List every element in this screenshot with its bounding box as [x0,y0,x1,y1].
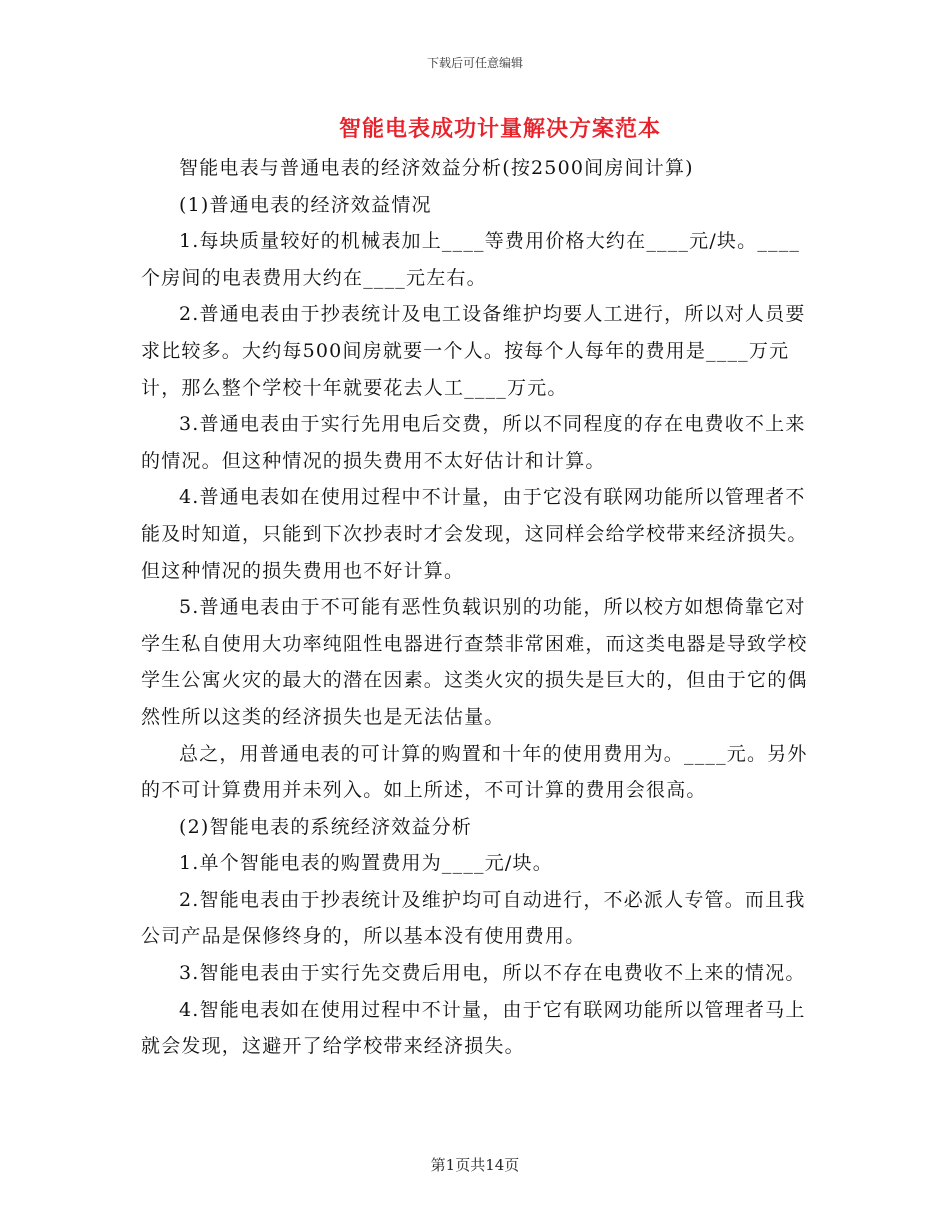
page-number: 第1页共14页 [430,1156,520,1174]
paragraph: 4.普通电表如在使用过程中不计量，由于它没有联网功能所以管理者不能及时知道，只能到下次抄表时才会发现，这同样会给学校带来经济损失。但这种情况的损失费用也不好计算。 [141,486,808,582]
paragraph: 4.智能电表如在使用过程中不计量，由于它有联网功能所以管理者马上就会发现，这避开了给学校带来经济损失。 [141,998,806,1058]
paragraph-intro: 智能电表与普通电表的经济效益分析(按2500间房间计算) [179,157,694,179]
paragraph: 2.普通电表由于抄表统计及电工设备维护均要人工进行，所以对人员要求比较多。大约每500间房就要一个人。按每个人每年的费用是____万元计，那么整个学校十年就要花去人工____万元。 [141,303,806,399]
paragraph: 1.每块质量较好的机械表加上____等费用价格大约在____元/块。____个房间的电表费用大约在____元左右。 [141,230,801,289]
document-title: 智能电表成功计量解决方案范本 [338,116,661,142]
section-heading-2: (2)智能电表的系统经济效益分析 [179,815,473,838]
paragraph-summary: 总之，用普通电表的可计算的购置和十年的使用费用为。____元。另外的不可计算费用并未列入。如上所述，不可计算的费用会很高。 [141,742,808,802]
section-heading-1: (1)普通电表的经济效益情况 [179,193,432,216]
paragraph: 3.普通电表由于实行先用电后交费，所以不同程度的存在电费收不上来的情况。但这种情况的损失费用不太好估计和计算。 [141,413,806,472]
paragraph: 3.智能电表由于实行先交费后用电，所以不存在电费收不上来的情况。 [179,962,806,985]
paragraph: 2.智能电表由于抄表统计及维护均可自动进行，不必派人专管。而且我公司产品是保修终身的，所以基本没有使用费用。 [141,888,806,948]
paragraph: 1.单个智能电表的购置费用为____元/块。 [179,852,553,875]
paragraph: 5.普通电表由于不可能有恶性负载识别的功能，所以校方如想倚靠它对学生私自使用大功率纯阻性电器进行查禁非常困难，而这类电器是导致学校学生公寓火灾的最大的潜在因素。这类火灾的损失是巨大的，但由于它的偶然性所以这类的经济损失也是无法估量。 [141,596,808,728]
document-body [141,150,811,1065]
header-note: 下载后可任意编辑 [426,56,523,70]
